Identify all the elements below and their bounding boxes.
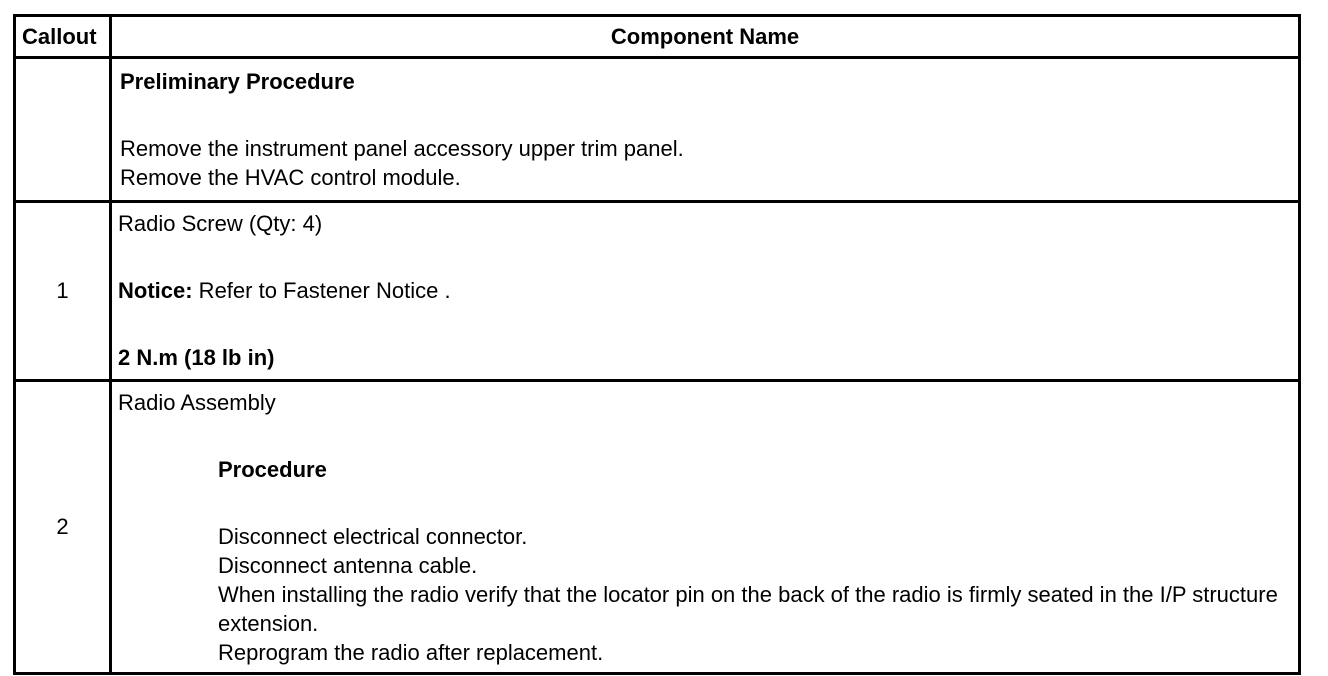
component-table [13,14,1301,675]
component-cell [111,381,1300,674]
notice-label: Notice: [118,278,193,303]
procedure-step: Reprogram the radio after replacement. [218,640,604,665]
table-row [15,202,1300,381]
table-row [15,381,1300,674]
callout-number: 1 [15,202,111,381]
preliminary-title: Preliminary Procedure [120,69,355,94]
preliminary-step: Remove the HVAC control module. [120,165,461,190]
component-name-header: Component Name [111,16,1300,58]
procedure-step: When installing the radio verify that the locator pin on the back of the radio is firmly seated in the I/P structure extension. [218,582,1278,636]
component-name: Radio Screw (Qty: 4) [118,211,323,236]
callout-number: 2 [15,381,111,674]
table-row-preliminary [15,58,1300,202]
preliminary-step: Remove the instrument panel accessory upper trim panel. [120,136,684,161]
procedure-step: Disconnect electrical connector. [218,524,528,549]
procedure-step: Disconnect antenna cable. [218,553,478,578]
header-row [15,16,1300,58]
procedure-title: Procedure [218,457,327,482]
preliminary-cell [111,58,1300,202]
notice-text: Refer to Fastener Notice . [192,278,451,303]
callout-cell-empty [15,58,111,202]
component-cell [111,202,1300,381]
torque-spec: 2 N.m (18 lb in) [118,345,275,370]
component-name: Radio Assembly [118,390,276,415]
notice-line [118,276,1298,305]
callout-header: Callout [15,16,111,58]
